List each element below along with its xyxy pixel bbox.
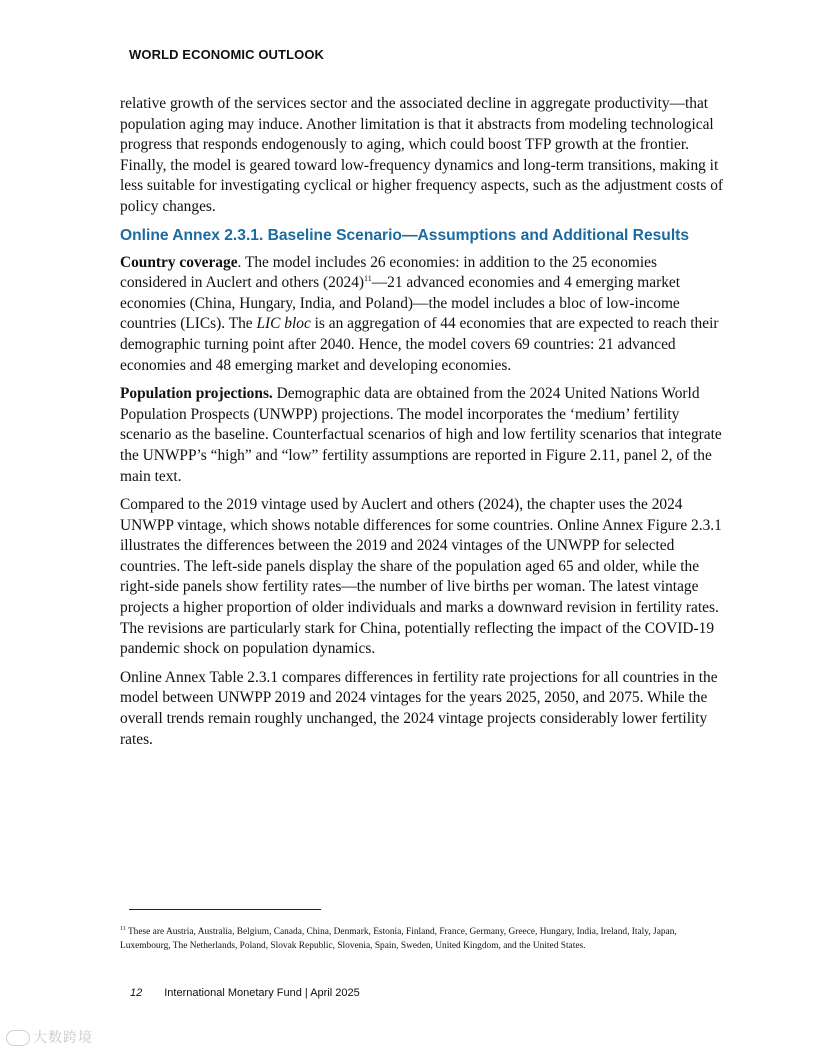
watermark-logo-icon bbox=[6, 1030, 30, 1046]
footnote bbox=[120, 925, 724, 953]
watermark bbox=[6, 1027, 93, 1047]
footer-publisher: International Monetary Fund | April 2025 bbox=[164, 987, 360, 999]
running-header: WORLD ECONOMIC OUTLOOK bbox=[129, 47, 325, 62]
footnote-text: These are Austria, Australia, Belgium, Canada, China, Denmark, Estonia, Finland, France, Germany, Greece, Hungary, India, Ireland, Italy, Japan, Luxembourg, The Netherlands, Poland, Slovak Republic, Slovenia, Spain, Sweden, United Kingdom, and the United States. bbox=[120, 927, 677, 951]
paragraph-text: . The model includes 26 economies: in addition to the 25 economies considered in Auclert and others (2024) bbox=[120, 253, 658, 292]
paragraph-population-projections bbox=[120, 384, 724, 487]
section-heading: Online Annex 2.3.1. Baseline Scenario—Assumptions and Additional Results bbox=[120, 226, 690, 244]
paragraph-text: is an aggregation of 44 economies that are expected to reach their demographic turning point after 2040. Hence, the model covers 69 countries: 21 advanced economies and 48 emerging market and developing economies. bbox=[120, 315, 719, 374]
italic-term: LIC bloc bbox=[256, 315, 311, 333]
watermark-text: 大数跨境 bbox=[33, 1030, 93, 1046]
lead-in-population-projections: Population projections. bbox=[120, 385, 273, 403]
lead-in-country-coverage: Country coverage bbox=[120, 253, 238, 271]
paragraph-fertility-table: Online Annex Table 2.3.1 compares differences in fertility rate projections for all countries in the model between UNWPP 2019 and 2024 vintages for the years 2025, 2050, and 2075. While the overall trends remain roughly unchanged, the 2024 vintage projects considerably lower fertility rates. bbox=[120, 668, 718, 748]
footnote-number: 11 bbox=[120, 925, 126, 932]
page-body bbox=[120, 94, 724, 758]
page-number: 12 bbox=[130, 987, 143, 999]
footnote-reference[interactable]: 11 bbox=[364, 274, 372, 284]
footnote-divider bbox=[129, 909, 321, 910]
paragraph-text: —21 advanced economies and 4 emerging market economies (China, Hungary, India, and Poland)—the model includes a bloc of low-income countries (LICs). The bbox=[120, 274, 681, 333]
page-footer bbox=[130, 987, 360, 999]
paragraph-model-limitations: relative growth of the services sector and the associated decline in aggregate productivity—that population aging may induce. Another limitation is that it abstracts from modeling technological progress that responds endogenously to aging, which could boost TFP growth at the frontier. Finally, the model is geared toward low-frequency dynamics and long-term transitions, making it less suitable for investigating cyclical or higher frequency aspects, such as the adjustment costs of policy changes. bbox=[120, 95, 724, 215]
paragraph-text: Demographic data are obtained from the 2024 United Nations World Population Prospects (UNWPP) projections. The model incorporates the ‘medium’ fertility scenario as the baseline. Counterfactual scenarios of high and low fertility scenarios that integrate the UNWPP’s “high” and “low” fertility assumptions are reported in Figure 2.11, panel 2, of the main text. bbox=[120, 385, 722, 485]
paragraph-country-coverage bbox=[120, 253, 724, 377]
paragraph-vintage-comparison: Compared to the 2019 vintage used by Auclert and others (2024), the chapter uses the 2024 UNWPP vintage, which shows notable differences for some countries. Online Annex Figure 2.3.1 illustrates the differences between the 2019 and 2024 vintages of the UNWPP for selected countries. The left-side panels display the share of the population aged 65 and older, while the right-side panels show fertility rates—the number of live births per woman. The latest vintage projects a higher proportion of older individuals and marks a downward revision in fertility rates. The revisions are particularly stark for China, potentially reflecting the impact of the COVID-19 pandemic shock on population dynamics. bbox=[120, 496, 722, 658]
